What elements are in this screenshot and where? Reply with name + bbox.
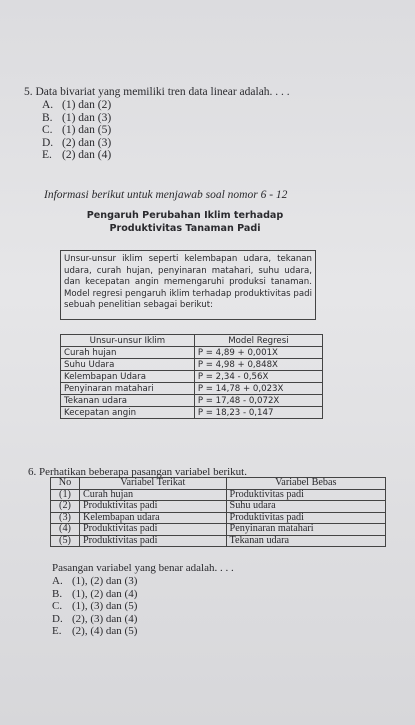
- option-a[interactable]: [52, 575, 372, 588]
- option-letter: B.: [42, 111, 53, 124]
- option-text: (1), (2) dan (4): [72, 587, 138, 600]
- option-text: (1), (2) dan (3): [72, 575, 138, 587]
- table-cell: Produktivitas padi: [226, 512, 385, 524]
- climate-regression-table: [60, 334, 323, 419]
- table-cell: Produktivitas padi: [80, 535, 227, 547]
- question-5-options: [42, 99, 394, 162]
- table-header-row: [51, 478, 386, 490]
- option-letter: E.: [42, 149, 52, 162]
- table-cell: (2): [51, 501, 80, 513]
- question-6-text: Perhatikan beberapa pasangan variabel berikut.: [39, 466, 247, 478]
- table-cell: Kelembapan udara: [80, 512, 227, 524]
- table-cell: Tekanan udara: [226, 535, 385, 547]
- info-note: Informasi berikut untuk menjawab soal nomor 6 - 12: [44, 189, 288, 201]
- variable-pairs-table: [50, 477, 386, 547]
- option-a[interactable]: [42, 99, 394, 112]
- table-cell: (3): [51, 512, 80, 524]
- table-cell: Suhu udara: [226, 501, 385, 513]
- table-cell: (1): [51, 489, 80, 501]
- option-text: (1) dan (2): [62, 99, 112, 111]
- table-row: [51, 501, 386, 513]
- table-cell: P = 14,78 + 0,023X: [194, 383, 322, 395]
- column-header: Unsur-unsur Iklim: [61, 335, 195, 347]
- option-text: (1) dan (5): [62, 124, 112, 137]
- table-row: [51, 512, 386, 524]
- table-cell: Kelembapan Udara: [61, 371, 195, 383]
- option-b[interactable]: [42, 112, 394, 125]
- option-c[interactable]: [52, 600, 372, 613]
- table-row: [51, 524, 386, 536]
- table-cell: Penyinaran matahari: [226, 524, 385, 536]
- column-header: Variabel Terikat: [80, 478, 227, 490]
- option-text: (1), (3) dan (5): [72, 600, 138, 613]
- table-cell: Tekanan udara: [61, 395, 195, 407]
- question-5-number: 5.: [24, 86, 33, 98]
- option-text: (2), (3) dan (4): [72, 612, 138, 625]
- option-text: (2), (4) dan (5): [72, 625, 138, 638]
- table-cell: Penyinaran matahari: [61, 383, 195, 395]
- question-6-prompt: Pasangan variabel yang benar adalah. . . .: [52, 562, 234, 574]
- section-title: [60, 209, 310, 235]
- section-title-line-2: Produktivitas Tanaman Padi: [109, 223, 261, 234]
- table-cell: P = 17,48 - 0,072X: [194, 395, 322, 407]
- table-cell: Curah hujan: [61, 347, 195, 359]
- option-letter: B.: [52, 587, 63, 600]
- table-cell: Kecepatan angin: [61, 407, 195, 419]
- table-row: [61, 347, 323, 359]
- option-letter: C.: [42, 124, 53, 137]
- table-cell: (5): [51, 535, 80, 547]
- column-header: Variabel Bebas: [226, 478, 385, 490]
- column-header: Model Regresi: [194, 335, 322, 347]
- option-d[interactable]: [42, 137, 394, 150]
- table-row: [61, 395, 323, 407]
- option-letter: C.: [52, 600, 63, 613]
- option-c[interactable]: [42, 124, 394, 137]
- table-cell: Suhu Udara: [61, 359, 195, 371]
- option-text: (2) dan (4): [62, 149, 112, 162]
- section-title-line-1: Pengaruh Perubahan Iklim terhadap: [86, 210, 284, 221]
- table-cell: P = 4,98 + 0,848X: [194, 359, 322, 371]
- table-cell: P = 4,89 + 0,001X: [194, 347, 322, 359]
- table-row: [61, 359, 323, 371]
- table-cell: P = 2,34 - 0,56X: [194, 371, 322, 383]
- table-row: [51, 535, 386, 547]
- column-header: No: [51, 478, 80, 490]
- option-letter: A.: [42, 99, 54, 111]
- question-5-stem: [24, 86, 394, 99]
- question-6: [52, 562, 372, 638]
- info-paragraph: Unsur-unsur iklim seperti kelembapan udara, tekanan udara, curah hujan, penyinaran matahari, suhu udara, dan kecepatan angin memengaruhi produksi tanaman. Model regresi pengaruh iklim terhadap produktivitas padi sebuah penelitian sebagai berikut:: [60, 250, 316, 320]
- table-cell: Curah hujan: [80, 489, 227, 501]
- table-cell: P = 18,23 - 0,147: [194, 407, 322, 419]
- question-5: [24, 86, 394, 162]
- table-row: [61, 371, 323, 383]
- question-6-number: 6.: [28, 466, 37, 478]
- table-row: [61, 383, 323, 395]
- table-row: [51, 489, 386, 501]
- table-cell: (4): [51, 524, 80, 536]
- question-6-options: [52, 575, 372, 638]
- table-header-row: [61, 335, 323, 347]
- option-e[interactable]: [52, 625, 372, 638]
- option-letter: D.: [42, 136, 54, 149]
- option-letter: D.: [52, 612, 63, 625]
- table-cell: Produktivitas padi: [80, 524, 227, 536]
- option-text: (1) dan (3): [62, 111, 112, 124]
- option-b[interactable]: [52, 588, 372, 601]
- table-cell: Produktivitas padi: [80, 501, 227, 513]
- table-cell: Produktivitas padi: [226, 489, 385, 501]
- option-text: (2) dan (3): [62, 136, 112, 149]
- question-5-text: Data bivariat yang memiliki tren data linear adalah. . . .: [35, 86, 290, 98]
- option-e[interactable]: [42, 149, 394, 162]
- option-d[interactable]: [52, 613, 372, 626]
- option-letter: A.: [52, 575, 63, 587]
- table-row: [61, 407, 323, 419]
- option-letter: E.: [52, 625, 62, 638]
